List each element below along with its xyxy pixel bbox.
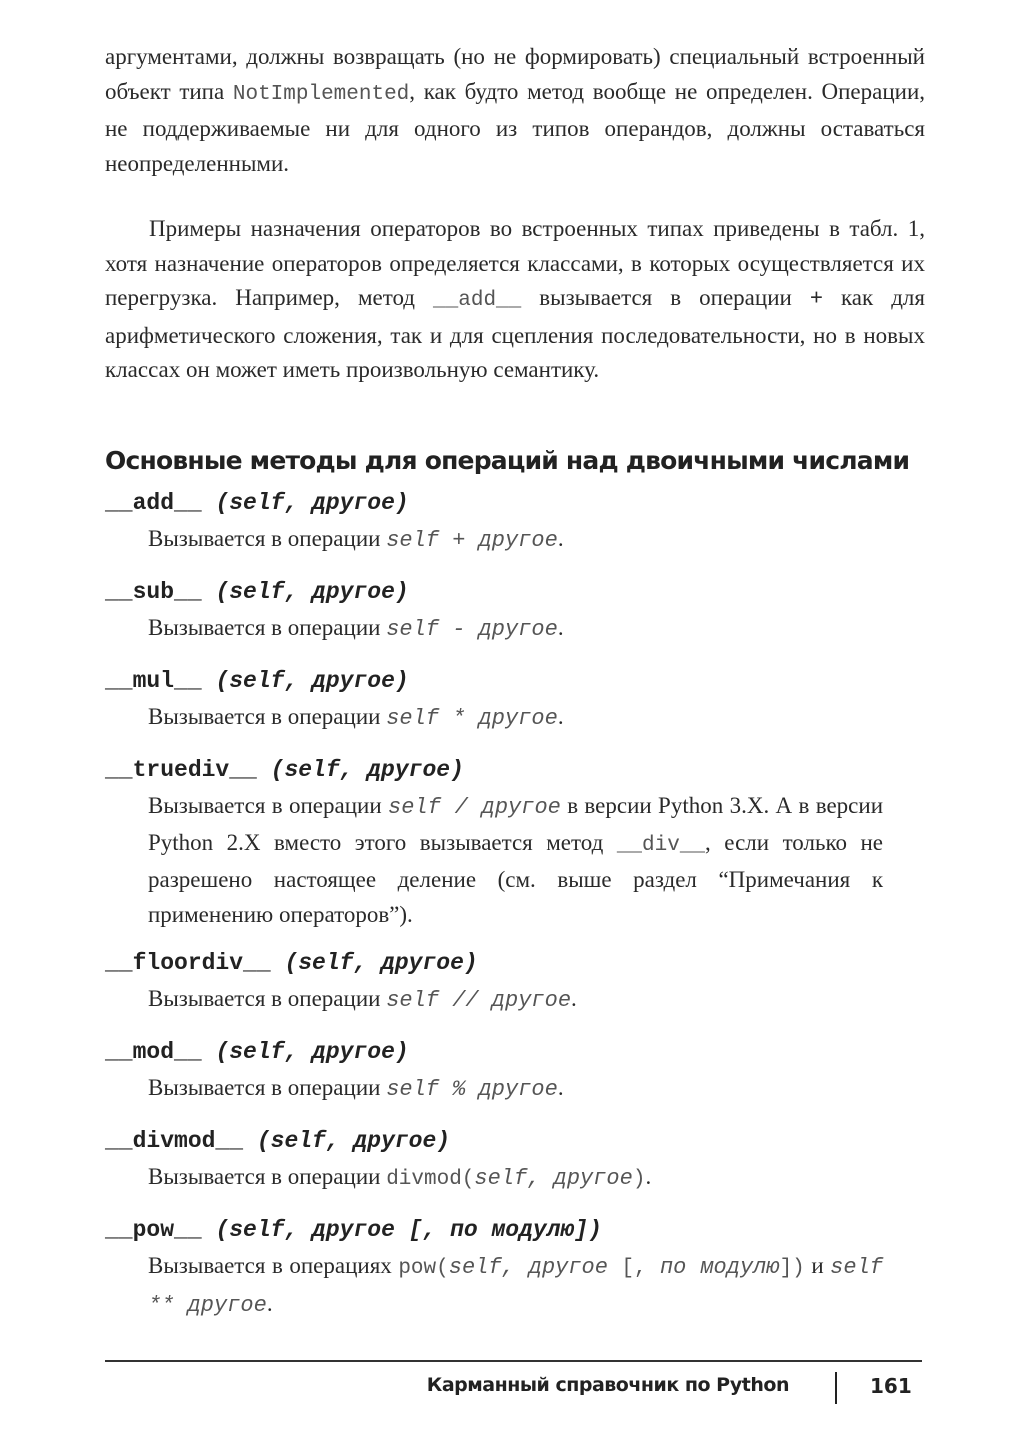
method-entry-truediv (105, 755, 925, 932)
intro-paragraph-2 (105, 212, 925, 388)
method-args: (self, другое [, по модулю]) (215, 1217, 602, 1243)
intro-paragraph-1 (105, 40, 925, 181)
method-expr: self // другое (386, 988, 572, 1013)
method-name: __sub__ (105, 579, 202, 605)
method-expr: self, другое (448, 1255, 608, 1280)
inline-code: __div__ (616, 833, 706, 857)
inline-code: NotImplemented (232, 82, 410, 106)
method-args: (self, другое) (215, 579, 409, 605)
method-expr: self - другое (386, 617, 558, 642)
text-run: . (645, 1164, 652, 1189)
method-name: __divmod__ (105, 1128, 244, 1154)
method-name: __add__ (105, 490, 202, 516)
method-expr: self, другое (474, 1166, 633, 1191)
inline-code: divmod( (386, 1168, 475, 1191)
text-run: Примеры назначения операторов во встроенных типах приведены в табл. 1, хотя назначение операторов определяется классами, в которых осуществляется их перегрузка. Например, метод (105, 216, 925, 310)
text-run: в версии Python 3.X. А в версии Python 2.X вместо этого вызывается метод (148, 793, 883, 855)
footer-separator (835, 1372, 837, 1404)
method-name: __mod__ (105, 1039, 202, 1065)
text-run: . (557, 1075, 564, 1100)
method-desc: Вызывается в операции (148, 986, 387, 1011)
method-entry-pow (105, 1215, 925, 1323)
method-desc: Вызывается в операции (148, 704, 387, 729)
method-entry-sub (105, 577, 925, 648)
page-number: 161 (870, 1374, 912, 1398)
method-name: __floordiv__ (105, 950, 271, 976)
method-desc: Вызывается в операции (148, 615, 387, 640)
plus-operator: + (809, 285, 823, 310)
method-entry-add (105, 488, 925, 559)
text-run: . (266, 1290, 273, 1316)
method-expr: self / другое (388, 795, 561, 820)
method-entry-divmod (105, 1126, 925, 1198)
footer-book-title: Карманный справочник по Python (426, 1374, 789, 1396)
method-args: (self, другое) (215, 668, 409, 694)
method-args: (self, другое) (256, 1128, 451, 1154)
method-name: __truediv__ (105, 757, 257, 783)
text-run: как для арифметического сложения, так и для сцепления последовательности, но в новых классах он может иметь произвольную семантику. (105, 285, 925, 382)
inline-code: [, (607, 1257, 660, 1280)
inline-code: ) (632, 1168, 646, 1191)
method-entry-mul (105, 666, 925, 737)
method-desc: Вызывается в операции (148, 1075, 387, 1100)
inline-code: ]) (779, 1257, 805, 1280)
method-desc: Вызывается в операции (148, 526, 387, 551)
section-heading: Основные методы для операций над двоичными числами (105, 446, 910, 475)
text-run: вызывается в операции (521, 285, 810, 310)
method-name: __pow__ (105, 1217, 202, 1243)
text-run: . (571, 986, 577, 1011)
text-run: аргументами, должны возвращать (но не формировать) специальный встроенный объект типа (105, 44, 925, 104)
method-expr: self * другое (386, 706, 558, 731)
text-run: . (557, 615, 564, 640)
text-run: , как будто метод вообще не определен. Операции, не поддерживаемые ни для одного из типов операндов, должны оставаться неопределенными. (105, 78, 925, 176)
method-expr: self ** другое (148, 1255, 883, 1318)
text-run: , если только не разрешено настоящее деление (см. выше раздел “Примечания к применению операторов”). (148, 829, 884, 927)
text-run: и (804, 1253, 831, 1278)
inline-code: pow( (398, 1257, 449, 1280)
method-args: (self, другое) (270, 757, 464, 783)
method-desc: Вызывается в операции (148, 1164, 387, 1189)
text-run: . (557, 704, 564, 729)
method-expr: self % другое (386, 1077, 558, 1102)
method-args: (self, другое) (215, 1039, 409, 1065)
text-run: . (557, 526, 564, 551)
footer-divider (105, 1360, 922, 1362)
method-desc: Вызывается в операции (148, 793, 389, 818)
inline-code: __add__ (433, 289, 522, 312)
method-expr: self + другое (386, 528, 558, 553)
method-args: (self, другое) (215, 490, 409, 516)
method-entry-mod (105, 1037, 925, 1108)
method-desc: Вызывается в операциях (148, 1253, 399, 1278)
method-expr: по модулю (659, 1255, 780, 1280)
method-args: (self, другое) (284, 950, 478, 976)
method-name: __mul__ (105, 668, 202, 694)
method-entry-floordiv (105, 948, 925, 1019)
